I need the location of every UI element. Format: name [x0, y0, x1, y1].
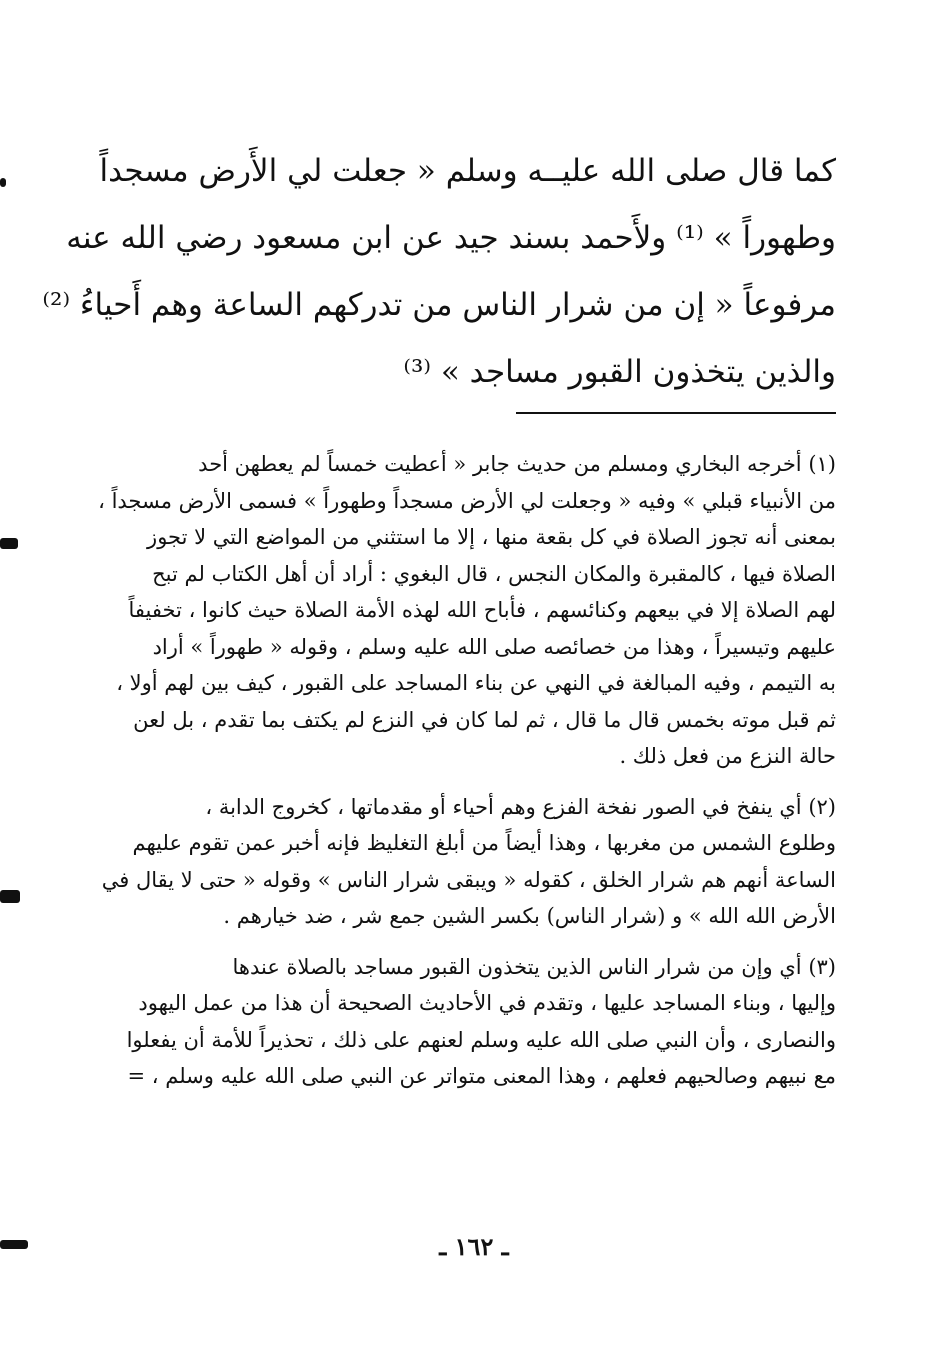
- footnote-line: به التيمم ، وفيه المبالغة في النهي عن بناء المساجد على القبور ، كيف بين لهم أولا ،: [116, 671, 836, 695]
- footnote-3: [110, 949, 836, 1095]
- scan-edge-mark: [0, 178, 6, 187]
- footnote-1: [98, 446, 836, 775]
- footnote-line: الصلاة فيها ، كالمقبرة والمكان النجس ، قال البغوي : أراد أن أهل الكتاب لم تبح: [152, 561, 836, 586]
- footnote-line: عليهم وتيسيراً ، وهذا من خصائصه صلى الله عليه وسلم ، وقوله « طهوراً » أراد: [152, 634, 836, 659]
- footnote-line: من الأنبياء قبلي » وفيه « وجعلت لي الأرض مسجداً وطهوراً » فسمى الأرض مسجداً ،: [98, 488, 836, 513]
- footnote-separator: [516, 412, 836, 414]
- footnote-line: حالة النزع من فعل ذلك .: [619, 744, 836, 768]
- footnote-line: لهم الصلاة إلا في بيعهم وكنائسهم ، فأباح الله لهذه الأمة الصلاة حيث كانوا ، تخفيفاً: [128, 598, 836, 622]
- footnote-line: ثم قبل موته بخمس قال ما قال ، ثم لما كان في النزع لم يكتف بما تقدم ، بل لعن: [133, 707, 836, 732]
- scan-edge-mark: [0, 890, 20, 903]
- main-line: مرفوعاً « إن من شرار الناس من تدركهم الساعة وهم أَحياءُ ⁽²⁾: [42, 287, 836, 323]
- footnote-line: الأرض الله الله » و (شرار الناس) بكسر الشين جمع شر ، ضد خيارهم .: [223, 904, 836, 928]
- footnote-line: (٢) أي ينفخ في الصور نفخة الفزع وهم أحياء أو مقدماتها ، كخروج الدابة ،: [205, 794, 836, 819]
- footnote-line: وطلوع الشمس من مغربها ، وهذا أيضاً من أبلغ التغليظ فإنه أخبر عمن تقوم عليهم: [132, 831, 836, 855]
- footnotes-section: [98, 446, 836, 1109]
- main-line: كما قال صلى الله عليــه وسلم « جعلت لي الأَرض مسجداً: [99, 153, 836, 189]
- main-line: وطهوراً » ⁽¹⁾ ولأَحمد بسند جيد عن ابن مسعود رضي الله عنه: [66, 220, 836, 256]
- footnote-line: مع نبيهم وصالحيهم فعلهم ، وهذا المعنى متواتر عن النبي صلى الله عليه وسلم ، =: [127, 1064, 836, 1088]
- main-paragraph: [42, 138, 836, 406]
- page-number: ـ ١٦٢ ـ: [439, 1232, 509, 1261]
- footnote-line: (١) أخرجه البخاري ومسلم من حديث جابر « أعطيت خمساً لم يعطهن أحد: [198, 452, 836, 476]
- main-line: والذين يتخذون القبور مساجد » ⁽³⁾: [403, 354, 836, 390]
- footnote-line: الساعة أنهم هم شرار الخلق ، كقوله « ويبقى شرار الناس » وقوله « حتى لا يقال في: [101, 867, 836, 892]
- footnote-line: (٣) أي وإن من شرار الناس الذين يتخذون القبور مساجد بالصلاة عندها: [232, 954, 836, 979]
- footnote-line: بمعنى أنه تجوز الصلاة في كل بقعة منها ، إلا ما استثني من المواضع التي لا تجوز: [147, 525, 836, 549]
- footnote-2: [101, 789, 836, 935]
- scan-edge-mark: [0, 538, 18, 549]
- footnote-line: وإليها ، وبناء المساجد عليها ، وتقدم في الأحاديث الصحيحة أن هذا من عمل اليهود: [138, 991, 836, 1015]
- footnote-line: والنصارى ، وأن النبي صلى الله عليه وسلم لعنهم على ذلك ، تحذيراً للأمة أن يفعلوا: [126, 1027, 836, 1052]
